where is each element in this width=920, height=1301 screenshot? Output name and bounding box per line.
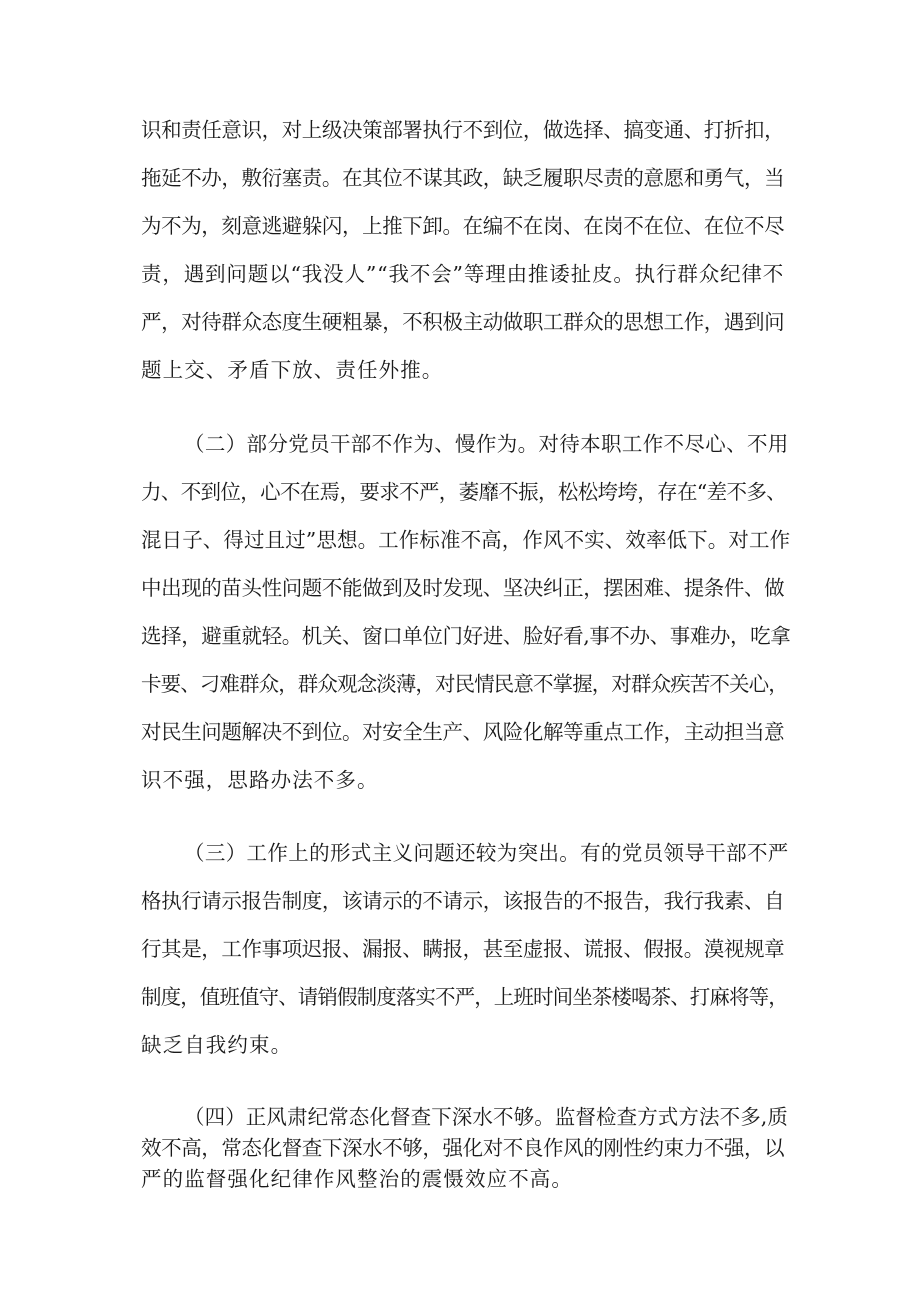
paragraph-2-line-4: 中出现的苗头性问题不能做到及时发现、坚决纠正，摆困难、提条件、做 [141,576,785,600]
paragraph-3-line-5: 缺乏自我约束。 [141,1033,293,1057]
paragraph-4-line-2: 效不高，常态化督查下深水不够，强化对不良作风的刚性约束力不强，以 [141,1136,785,1160]
paragraph-2-line-8: 识不强，思路办法不多。 [141,768,379,792]
paragraph-1-line-4: 责，遇到问题以“我没人”“我不会”等理由推诿扯皮。执行群众纪律不 [141,262,785,286]
paragraph-2-line-7: 对民生问题解决不到位。对安全生产、风险化解等重点工作，主动担当意 [141,720,785,744]
paragraph-2-line-3: 混日子、得过且过”思想。工作标准不高，作风不实、效率低下。对工作 [141,528,791,552]
paragraph-3-line-1: （三）工作上的形式主义问题还较为突出。有的党员领导干部不严 [184,841,789,865]
paragraph-1-line-3: 为不为，刻意逃避躲闪，上推下卸。在编不在岗、在岗不在位、在位不尽 [141,214,785,238]
paragraph-1-line-5: 严，对待群众态度生硬粗暴，不积极主动做职工群众的思想工作，遇到问 [141,310,785,334]
paragraph-3-line-2: 格执行请示报告制度，该请示的不请示，该报告的不报告，我行我素、自 [141,889,785,913]
paragraph-3-line-4: 制度，值班值守、请销假制度落实不严，上班时间坐茶楼喝茶、打麻将等， [141,985,788,1009]
paragraph-2-line-5: 选择，避重就轻。机关、窗口单位门好进、脸好看,事不办、事难办，吃拿 [141,624,791,648]
paragraph-3-line-3: 行其是，工作事项迟报、漏报、瞒报，甚至虚报、谎报、假报。漠视规章 [141,937,785,961]
paragraph-1-line-6: 题上交、矛盾下放、责任外推。 [141,358,444,382]
paragraph-2-line-6: 卡要、刁难群众，群众观念淡薄，对民情民意不掌握，对群众疾苦不关心， [141,672,788,696]
paragraph-1-line-1: 识和责任意识，对上级决策部署执行不到位，做选择、搞变通、打折扣， [141,118,785,142]
paragraph-2-line-1: （二）部分党员干部不作为、慢作为。对待本职工作不尽心、不用 [184,432,789,456]
paragraph-1-line-2: 拖延不办，敷衍塞责。在其位不谋其政，缺乏履职尽责的意愿和勇气，当 [141,166,785,190]
paragraph-4-line-3: 严的监督强化纪律作风整治的震慑效应不高。 [141,1167,573,1191]
paragraph-2-line-2: 力、不到位，心不在焉，要求不严，萎靡不振，松松垮垮，存在“差不多、 [141,480,787,504]
paragraph-4-line-1: （四）正风肃纪常态化督查下深水不够。监督检查方式方法不多,质 [184,1105,789,1129]
